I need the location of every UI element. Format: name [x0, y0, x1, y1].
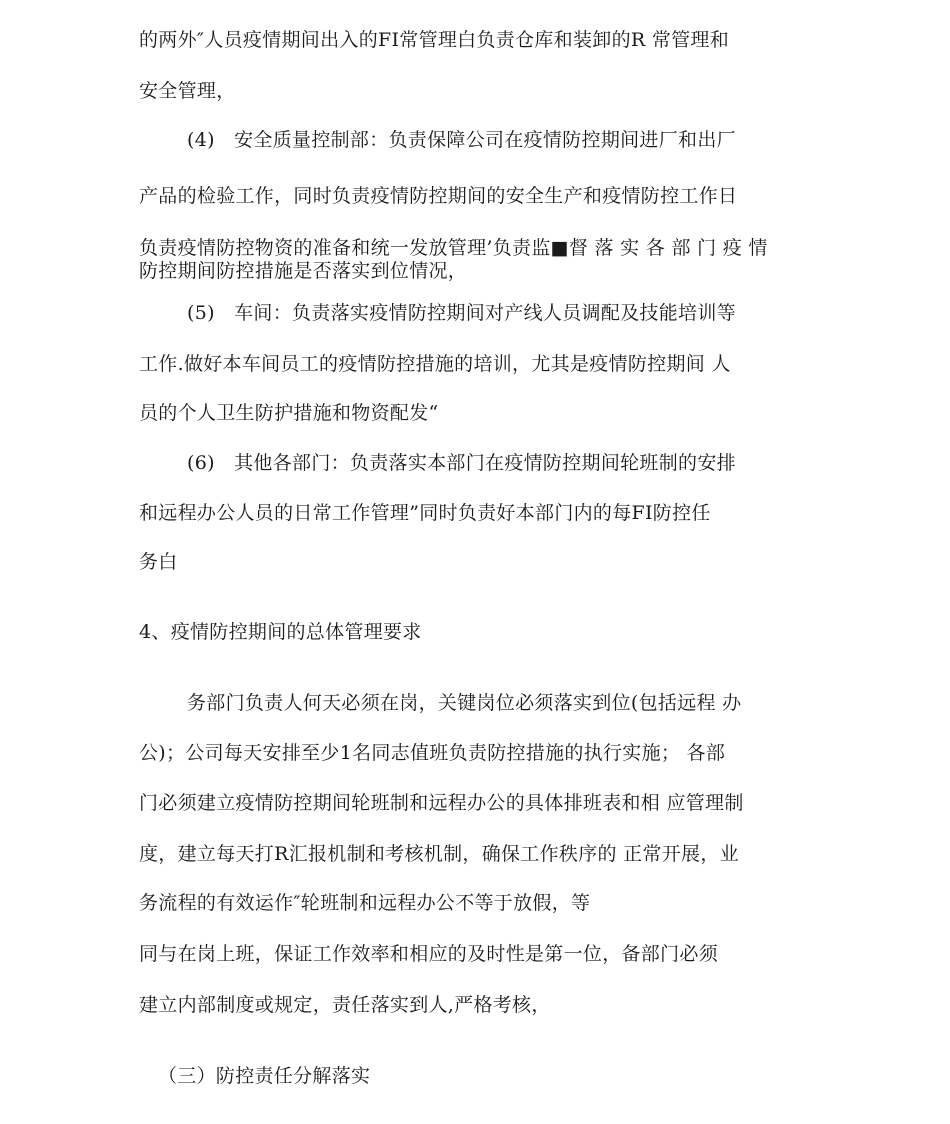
- paragraph-line: 务流程的有效运作″轮班制和远程办公不等于放假，等: [139, 892, 591, 914]
- paragraph-line: 公)；公司每天安排至少1名同志值班负责防控措施的执行实施； 各部: [139, 742, 726, 764]
- text-line: 负责疫情防控物资的准备和统一发放管理’负责监■督 落 实 各 部 门 疫 情: [139, 237, 768, 259]
- subheading: （三）防控责任分解落实: [158, 1065, 371, 1087]
- text-line: 的两外″人员疫情期间出入的FI常管理白负责仓库和装卸的R 常管理和: [139, 29, 730, 51]
- paragraph-line: 务部门负责人何天必须在岗，关键岗位必须落实到位(包括远程 办: [187, 692, 742, 714]
- text-line: 产品的检验工作，同时负责疫情防控期间的安全生产和疫情防控工作日: [139, 185, 738, 207]
- text-line: (6) 其他各部门：负责落实本部门在疫情防控期间轮班制的安排: [187, 452, 736, 474]
- text-line: 员的个人卫生防护措施和物资配发“: [139, 402, 439, 424]
- text-line: 工作.做好本车间员工的疫情防控措施的培训，尤其是疫情防控期间 人: [139, 353, 731, 375]
- paragraph-line: 建立内部制度或规定，责任落实到人,严格考核，: [139, 994, 551, 1016]
- text-line: 务白: [139, 551, 178, 573]
- paragraph-line: 度，建立每天打R汇报机制和考核机制，确保工作秩序的 正常开展，业: [139, 843, 739, 865]
- text-line: 安全管理，: [139, 80, 236, 102]
- text-line: (5) 车间：负责落实疫情防控期间对产线人员调配及技能培训等: [187, 302, 736, 324]
- paragraph-line: 门必须建立疫情防控期间轮班制和远程办公的具体排班表和相 应管理制: [139, 792, 744, 814]
- text-line: 和远程办公人员的日常工作管理”同时负责好本部门内的每FI防控任: [139, 502, 711, 524]
- paragraph-line: 同与在岗上班，保证工作效率和相应的及时性是第一位，备部门必须: [139, 943, 719, 965]
- text-line: 防控期间防控措施是否落实到位情况，: [139, 260, 468, 282]
- text-line: (4) 安全质量控制部：负责保障公司在疫情防控期间进厂和出厂: [187, 129, 736, 151]
- section-heading: 4、疫情防控期间的总体管理要求: [139, 621, 422, 643]
